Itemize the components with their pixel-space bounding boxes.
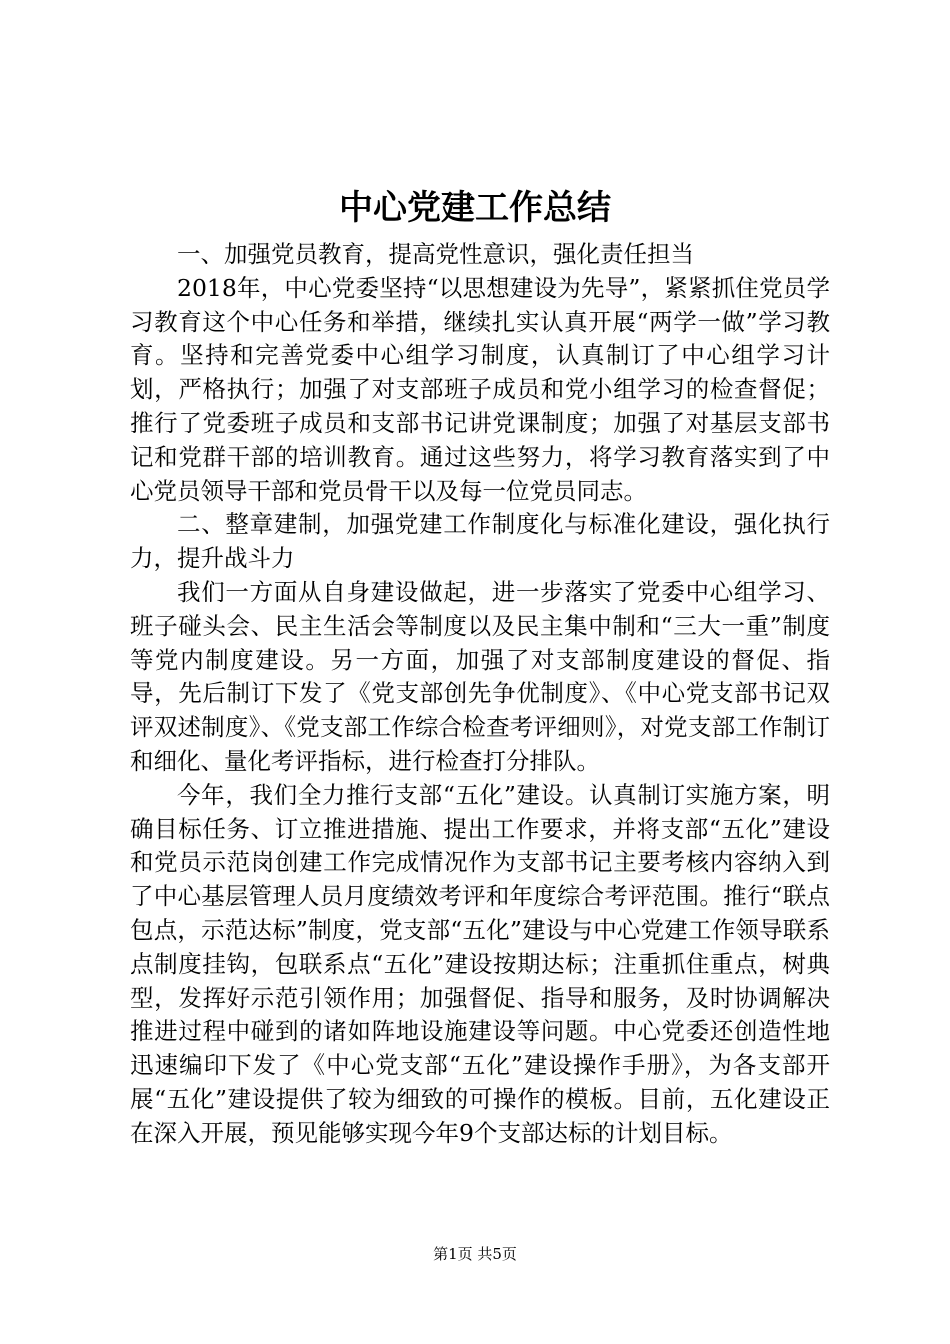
document-title: 中心党建工作总结 bbox=[339, 188, 611, 228]
paragraph-3: 今年，我们全力推行支部“五化”建设。认真制订实施方案，明确目标任务、订立推进措施、提出工作要求，并将支部“五化”建设和党员示范岗创建工作完成情况作为支部书记主要考核内容纳入到了中心基层管理人员月度绩效考评和年度综合考评范围。推行“联点包点，示范达标”制度，党支部“五化”建设与中心党建工作领导联系点制度挂钩，包联系点“五化”建设按期达标；注重抓住重点，树典型，发挥好示范引领作用；加强督促、指导和服务，及时协调解决推进过程中碰到的诸如阵地设施建设等问题。中心党委还创造性地迅速编印下发了《中心党支部“五化”建设操作手册》，为各支部开展“五化”建设提供了较为细致的可操作的模板。目前，五化建设正在深入开展，预见能够实现今年9个支部达标的计划目标。 bbox=[130, 780, 830, 1147]
section-heading-2: 二、整章建制，加强党建工作制度化与标准化建设，强化执行力，提升战斗力 bbox=[130, 510, 830, 573]
paragraph-2: 我们一方面从自身建设做起，进一步落实了党委中心组学习、班子碰头会、民主生活会等制度以及民主集中制和“三大一重”制度等党内制度建设。另一方面，加强了对支部制度建设的督促、指导，先后制订下发了《党支部创先争优制度》、《中心党支部书记双评双述制度》、《党支部工作综合检查考评细则》，对党支部工作制订和细化、量化考评指标，进行检查打分排队。 bbox=[130, 577, 830, 775]
paragraph-1: 2018年，中心党委坚持“以思想建设为先导”，紧紧抓住党员学习教育这个中心任务和举措，继续扎实认真开展“两学一做”学习教育。坚持和完善党委中心组学习制度，认真制订了中心组学习计划，严格执行；加强了对支部班子成员和党小组学习的检查督促；推行了党委班子成员和支部书记讲党课制度；加强了对基层支部书记和党群干部的培训教育。通过这些努力，将学习教育落实到了中心党员领导干部和党员骨干以及每一位党员同志。 bbox=[130, 273, 830, 505]
document-body bbox=[130, 238, 830, 1151]
section-heading-1: 一、加强党员教育，提高党性意识，强化责任担当 bbox=[177, 240, 694, 268]
page-number-footer: 第1页 共5页 bbox=[433, 1245, 517, 1263]
